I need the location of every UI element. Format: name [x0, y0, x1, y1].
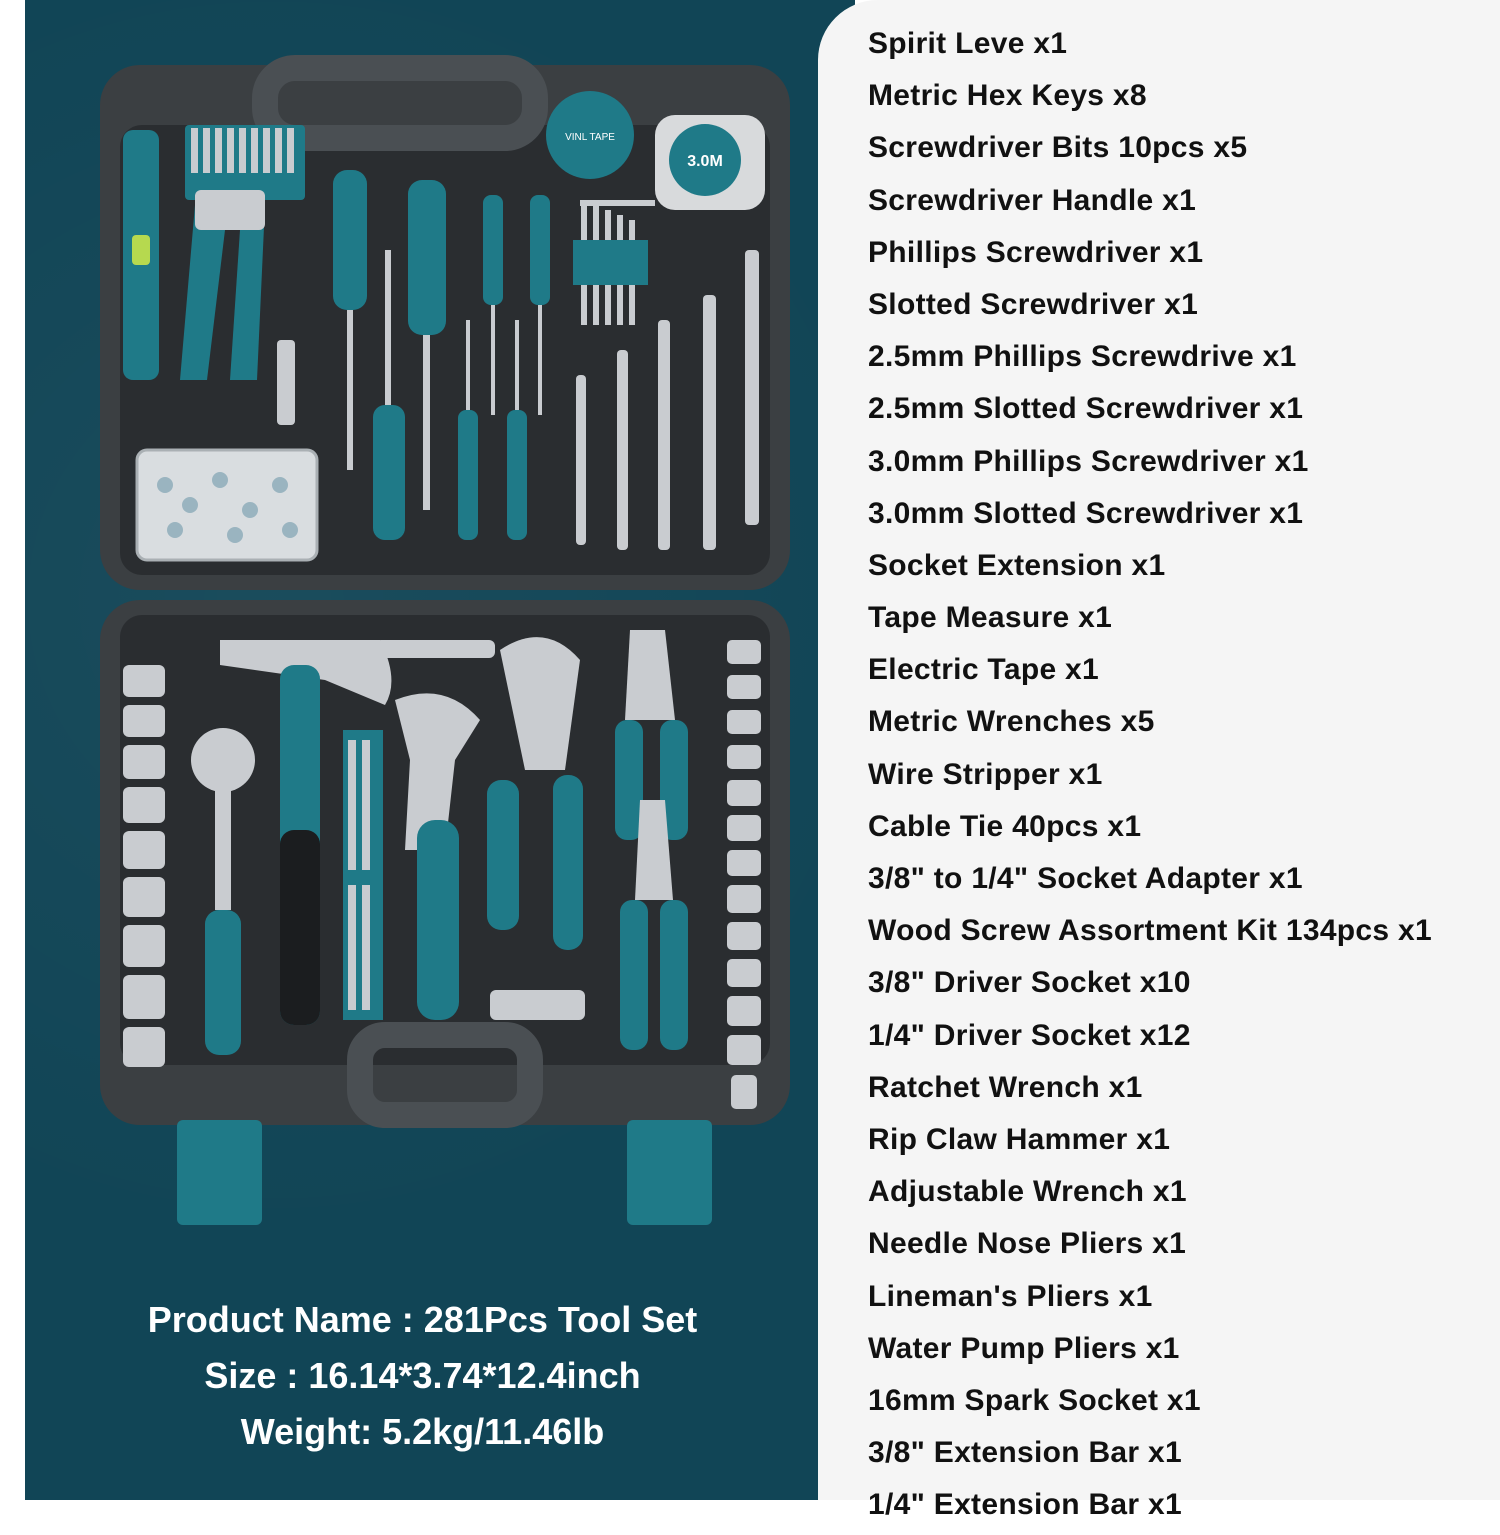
- list-item: Lineman's Pliers x1: [868, 1279, 1153, 1313]
- case-latch-right: [627, 1120, 712, 1225]
- list-item: Metric Hex Keys x8: [868, 79, 1147, 113]
- needle-nose-pliers-left-handle: [620, 900, 648, 1050]
- water-pump-pliers-left-handle: [487, 780, 519, 930]
- list-item: 3/8" to 1/4" Socket Adapter x1: [868, 862, 1303, 895]
- wood-screw-kit-box: [137, 450, 317, 560]
- tape-measure-label: 3.0M: [687, 153, 723, 170]
- contents-list: [868, 22, 1500, 1535]
- product-info: [25, 1292, 820, 1460]
- list-item: Slotted Screwdriver x1: [868, 287, 1199, 321]
- list-item: Spirit Leve x1: [868, 27, 1068, 60]
- ratchet-shaft: [215, 790, 231, 910]
- spirit-level-vial: [132, 235, 150, 265]
- list-item: Socket Extension x1: [868, 548, 1166, 582]
- contents-list-panel: [818, 0, 1500, 1522]
- hammer-grip: [280, 830, 320, 1025]
- list-item: Rip Claw Hammer x1: [868, 1122, 1171, 1156]
- list-item: Ratchet Wrench x1: [868, 1070, 1143, 1104]
- list-item: Phillips Screwdriver x1: [868, 235, 1204, 269]
- product-photo-panel: [25, 0, 855, 1500]
- spark-socket: [490, 990, 585, 1020]
- list-item: Metric Wrenches x5: [868, 705, 1155, 739]
- ratchet-grip: [205, 910, 241, 1055]
- adjustable-wrench-handle: [417, 820, 459, 1020]
- list-item: 2.5mm Phillips Screwdrive x1: [868, 340, 1297, 374]
- list-item: Wood Screw Assortment Kit 134pcs x1: [868, 914, 1433, 948]
- list-item: 3/8" Extension Bar x1: [868, 1436, 1182, 1470]
- list-item: Electric Tape x1: [868, 653, 1100, 687]
- list-item: 16mm Spark Socket x1: [868, 1383, 1201, 1417]
- sockets-right-column: [727, 640, 761, 1109]
- list-item: Water Pump Pliers x1: [868, 1331, 1180, 1365]
- list-item: Needle Nose Pliers x1: [868, 1227, 1187, 1261]
- extension-bar-38: [375, 640, 495, 658]
- sockets-left-column: [123, 665, 165, 1067]
- water-pump-pliers-right-handle: [553, 775, 583, 950]
- product-weight: Weight: 5.2kg/11.46lb: [240, 1411, 605, 1452]
- list-item: Screwdriver Handle x1: [868, 183, 1197, 217]
- list-item: 3/8" Driver Socket x10: [868, 966, 1191, 1000]
- electric-tape-label: VINL TAPE: [565, 132, 615, 143]
- product-name: Product Name : 281Pcs Tool Set: [147, 1299, 698, 1340]
- list-item: Cable Tie 40pcs x1: [868, 809, 1142, 843]
- list-item: 3.0mm Phillips Screwdriver x1: [868, 444, 1309, 478]
- case-latch-left: [177, 1120, 262, 1225]
- list-item: 2.5mm Slotted Screwdriver x1: [868, 392, 1304, 426]
- list-item: Wire Stripper x1: [868, 757, 1103, 791]
- list-item: 1/4" Extension Bar x1: [868, 1488, 1182, 1522]
- lineman-pliers-left-handle: [615, 720, 643, 840]
- list-item: Tape Measure x1: [868, 601, 1113, 635]
- socket-extension: [277, 340, 295, 425]
- needle-nose-pliers-right-handle: [660, 900, 688, 1050]
- bits: [191, 128, 294, 173]
- ratchet-head: [191, 728, 255, 792]
- list-item: Screwdriver Bits 10pcs x5: [868, 131, 1248, 165]
- hex-key-holder: [573, 240, 648, 285]
- list-item: Adjustable Wrench x1: [868, 1175, 1187, 1209]
- list-item: 3.0mm Slotted Screwdriver x1: [868, 496, 1304, 530]
- product-size: Size : 16.14*3.74*12.4inch: [204, 1355, 641, 1396]
- list-item: 1/4" Driver Socket x12: [868, 1018, 1191, 1052]
- wire-stripper-head: [195, 190, 265, 230]
- tool-case-illustration: [25, 0, 855, 1240]
